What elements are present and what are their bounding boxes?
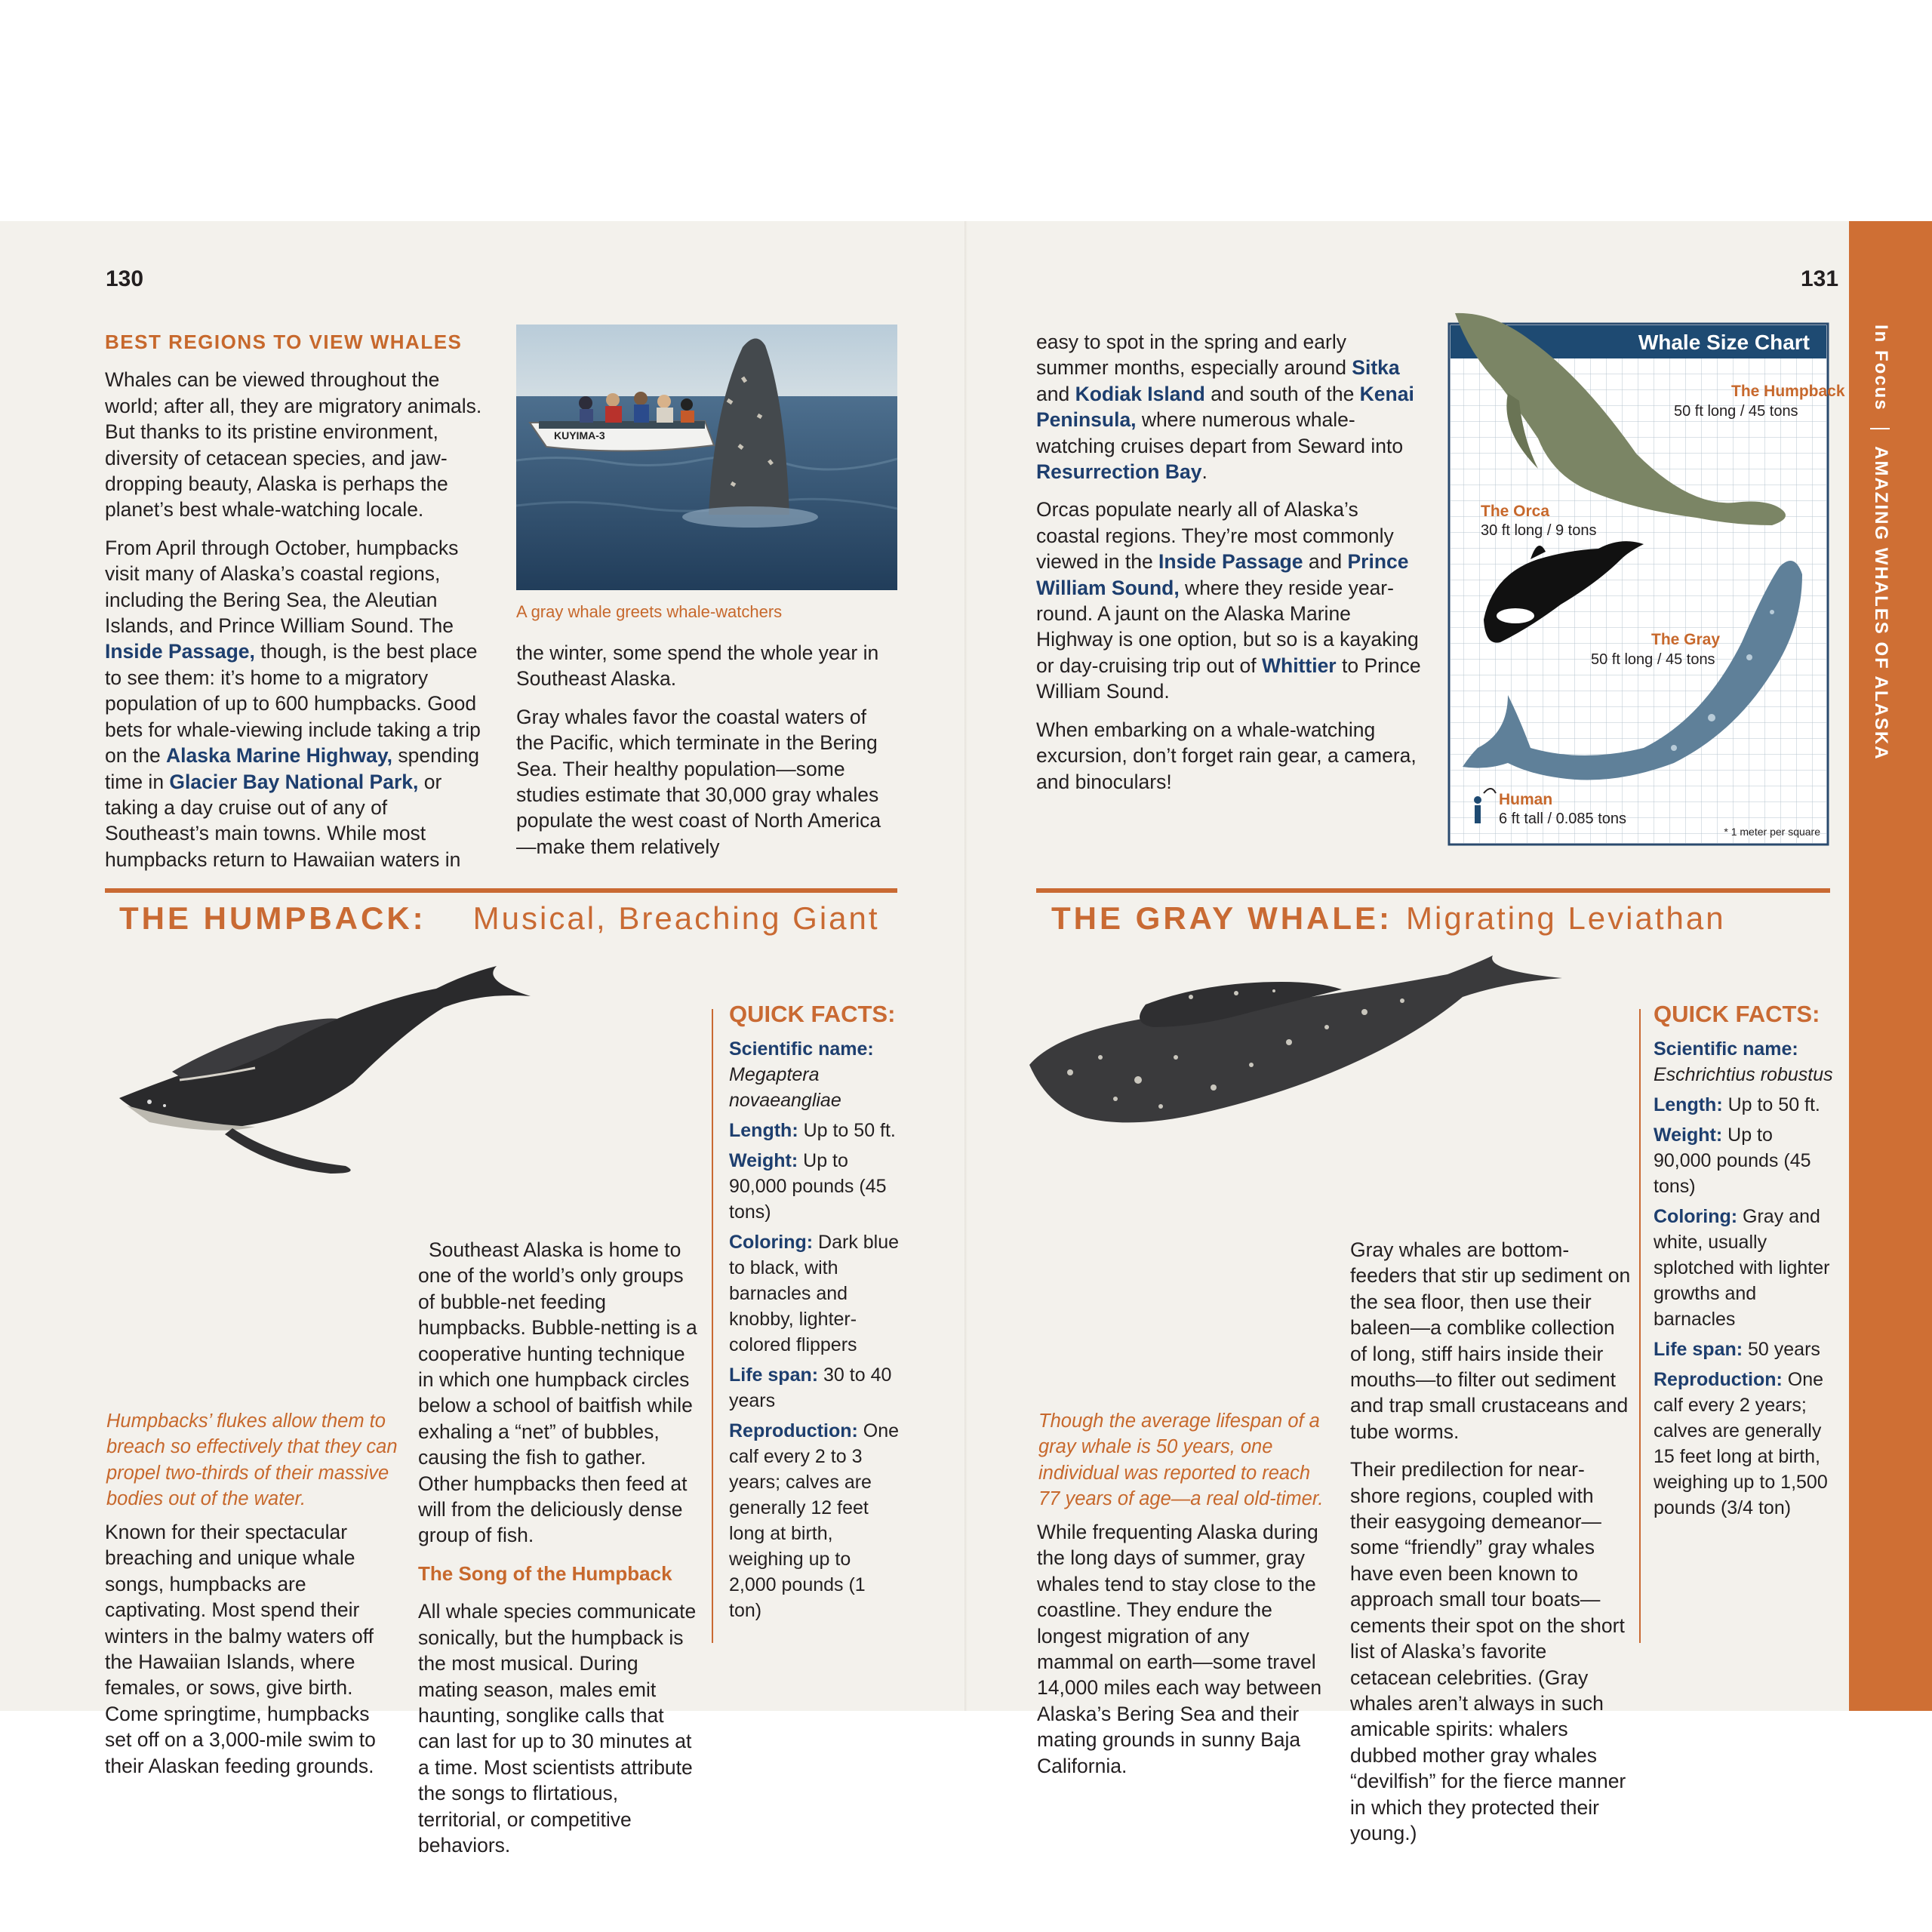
kw-whittier: Whittier (1262, 654, 1337, 677)
kw-kenai: Kenai Peninsula, (1036, 382, 1414, 432)
right-p3: When embarking on a whale-watching excursion, don’t forget rain gear, a camera, and binoculars! (1036, 718, 1417, 793)
side-tab-chapter: AMAZING WHALES OF ALASKA (1871, 446, 1891, 761)
humpback-quick-facts: QUICK FACTS: Scientific name: Megaptera novaeangliae Length: Up to 50 ft. Weight: Up to 90,000 pounds (45 tons) Coloring: Dark blue to black, with barnacles and knobby, lighter-colored flippers Life span: 30 to 40 years Reproduction: One calf every 2 to 3 years; calves are generally 12 feet long at birth, weighing up to 2,000 pounds (1 ton) (729, 1001, 903, 1628)
page-number-left: 130 (106, 266, 144, 291)
chart-orca-size: 30 ft long / 9 tons (1481, 522, 1597, 539)
humpback-illustration (104, 947, 542, 1189)
chart-gray-size: 50 ft long / 45 tons (1591, 651, 1715, 668)
right-column-1 (1036, 329, 1421, 807)
song-heading: The Song of the Humpback (418, 1561, 672, 1585)
gray-caption: Though the average lifespan of a gray whale is 50 years, one individual was reported to reach 77 years of age—a real old-timer. (1038, 1411, 1324, 1510)
kw-glacier-bay: Glacier Bay National Park, (169, 770, 419, 793)
best-regions-col2-p1: the winter, some spend the whole year in Southeast Alaska. (516, 641, 879, 691)
gray-quick-facts: QUICK FACTS: Scientific name: Eschrichtius robustus Length: Up to 50 ft. Weight: Up to 90,000 pounds (45 tons) Coloring: Gray and white, usually splotched with lighter growths and barnacles Life span: 50 years Reproduction: One calf every 2 years; calves are generally 15 feet long at birth, weighing up to 1,500 pounds (3/4 ton) (1654, 1001, 1835, 1525)
best-regions-column-2 (516, 640, 897, 872)
chart-humpback-size: 50 ft long / 45 tons (1674, 403, 1798, 420)
best-regions-column (105, 329, 490, 884)
chart-human-size: 6 ft tall / 0.085 tons (1499, 811, 1626, 827)
gray-p3: Their predilection for near-shore regions, coupled with their easygoing demeanor—some “friendly” gray whales have even been known to approach small tour boats—cements their spot on the short list of Alaska’s favorite cetacean celebrities. (Gray whales aren’t always in such amicable spirits: whalers dubbed mother gray whales “devilfish” for the fierce manner in which they protected their young.) (1350, 1458, 1626, 1844)
gray-facts-heading: QUICK FACTS: (1654, 1001, 1820, 1027)
kw-resurrection-bay: Resurrection Bay (1036, 460, 1202, 484)
page-gutter (964, 221, 968, 1711)
humpback-p1: Known for their spectacular breaching and unique whale songs, humpbacks are captivating. Most spend their winters in the balmy waters off the Hawaiian Islands, where females, or sows, give birth. Come springtime, humpbacks set off on a 3,000-mile swim to their Alaskan feeding grounds. (105, 1521, 376, 1777)
humpback-p2: Southeast Alaska is home to one of the world’s only groups of bubble-net feeding humpbacks. Bubble-netting is a cooperative hunting technique in which one humpback circles below a school of baitfish while exhaling a “net” of bubbles, causing the fish to gather. Other humpbacks then feed at will from the deliciously dense group of fish. (418, 1238, 697, 1547)
right-p2: Orcas populate nearly all of Alaska’s coastal regions. They’re most commonly viewed in the Inside Passage and Prince William Sound, where they reside year-round. A jaunt on the Alaska Marine Highway is one option, but so is a kayaking or day-cruising trip out of Whittier to Prince William Sound. (1036, 498, 1421, 703)
kw-alaska-marine-highway: Alaska Marine Highway, (166, 744, 392, 768)
kw-inside-passage-2: Inside Passage (1158, 550, 1303, 574)
photo-caption: A gray whale greets whale-watchers (516, 602, 783, 621)
chart-orca-name: The Orca (1481, 503, 1550, 520)
boat-name-label: KUYIMA-3 (554, 429, 605, 441)
kw-prince-william: Prince William Sound, (1036, 550, 1409, 599)
best-regions-heading: BEST REGIONS TO VIEW WHALES (105, 331, 463, 353)
best-regions-col2-p2: Gray whales favor the coastal waters of the Pacific, which terminate in the Bering Sea. Their healthy population—some studies estimate that 30,000 gray whales populate the west coast of North America—make them relatively (516, 705, 881, 858)
whale-size-chart (1447, 310, 1845, 846)
chart-title: Whale Size Chart (1638, 331, 1810, 354)
gray-whale-photo (516, 325, 897, 590)
gray-section-title: THE GRAY WHALE: Migrating Leviathan (1051, 900, 1726, 936)
gray-section-rule (1036, 888, 1830, 893)
chart-gray-name: The Gray (1651, 631, 1721, 648)
gray-column-2 (1350, 1237, 1631, 1858)
humpback-column-2 (418, 1237, 699, 1870)
kw-kodiak: Kodiak Island (1075, 382, 1205, 405)
side-tab-text (1870, 325, 1891, 761)
gray-facts-divider (1639, 1009, 1641, 1643)
chart-human-name: Human (1499, 791, 1553, 808)
humpback-facts-heading: QUICK FACTS: (729, 1001, 896, 1027)
gray-column-1 (1037, 1519, 1322, 1791)
humpback-facts-divider (712, 1009, 713, 1643)
gray-p1: While frequenting Alaska during the long days of summer, gray whales tend to stay close to the coastline. They endure the longest migration of any mammal on earth—some travel 14,000 miles each way between Alaska’s Bering Sea and their mating grounds in sunny Baja California. (1037, 1521, 1322, 1777)
best-regions-p1: Whales can be viewed throughout the world; after all, they are migratory animals. But thanks to its pristine environment, diversity of cetacean species, and jaw-dropping beauty, Alaska is perhaps the planet’s best whale-watching locale. (105, 368, 482, 521)
gray-whale-illustration (1025, 952, 1568, 1148)
humpback-section-rule (105, 888, 897, 893)
humpback-section-title: THE HUMPBACK: Musical, Breaching Giant (119, 900, 880, 936)
humpback-caption: Humpbacks’ flukes allow them to breach so effectively that they can propel two-thirds of their massive bodies out of the water. (106, 1411, 398, 1510)
chart-humpback-name: The Humpback (1731, 383, 1845, 400)
humpback-p3: All whale species communicate sonically, but the humpback is the most musical. During mating season, males emit haunting, songlike calls that can last for up to 30 minutes at a time. Most scientists attribute the songs to flirtatious, territorial, or competitive behaviors. (418, 1600, 697, 1857)
book-spread (0, 221, 1932, 1857)
gray-p2: Gray whales are bottom-feeders that stir up sediment on the sea floor, then use their baleen—a comblike collection of long, stiff hairs inside their mouths—to filter out sediment and trap small crustaceans and tube worms. (1350, 1238, 1631, 1443)
chart-footnote: * 1 meter per square (1724, 826, 1820, 838)
kw-inside-passage: Inside Passage, (105, 640, 255, 663)
humpback-column-1 (105, 1519, 399, 1791)
right-p1: easy to spot in the spring and early summer months, especially around Sitka and Kodiak Island and south of the Kenai Peninsula, where numerous whale-watching cruises depart from Seward into Resurrection Bay. (1036, 331, 1414, 484)
side-tab-section: In Focus (1871, 325, 1891, 411)
page-number-right: 131 (1801, 266, 1839, 291)
kw-sitka: Sitka (1352, 356, 1400, 380)
best-regions-p2: From April through October, humpbacks visit many of Alaska’s coastal regions, including the Bering Sea, the Aleutian Islands, and Prince William Sound. The Inside Passage, though, is the best place to see them: it’s home to a migratory population of up to 600 humpbacks. Good bets for whale-viewing include taking a trip on the Alaska Marine Highway, spending time in Glacier Bay National Park, or taking a day cruise out of any of Southeast’s main towns. While most humpbacks return to Hawaiian waters in (105, 536, 481, 871)
